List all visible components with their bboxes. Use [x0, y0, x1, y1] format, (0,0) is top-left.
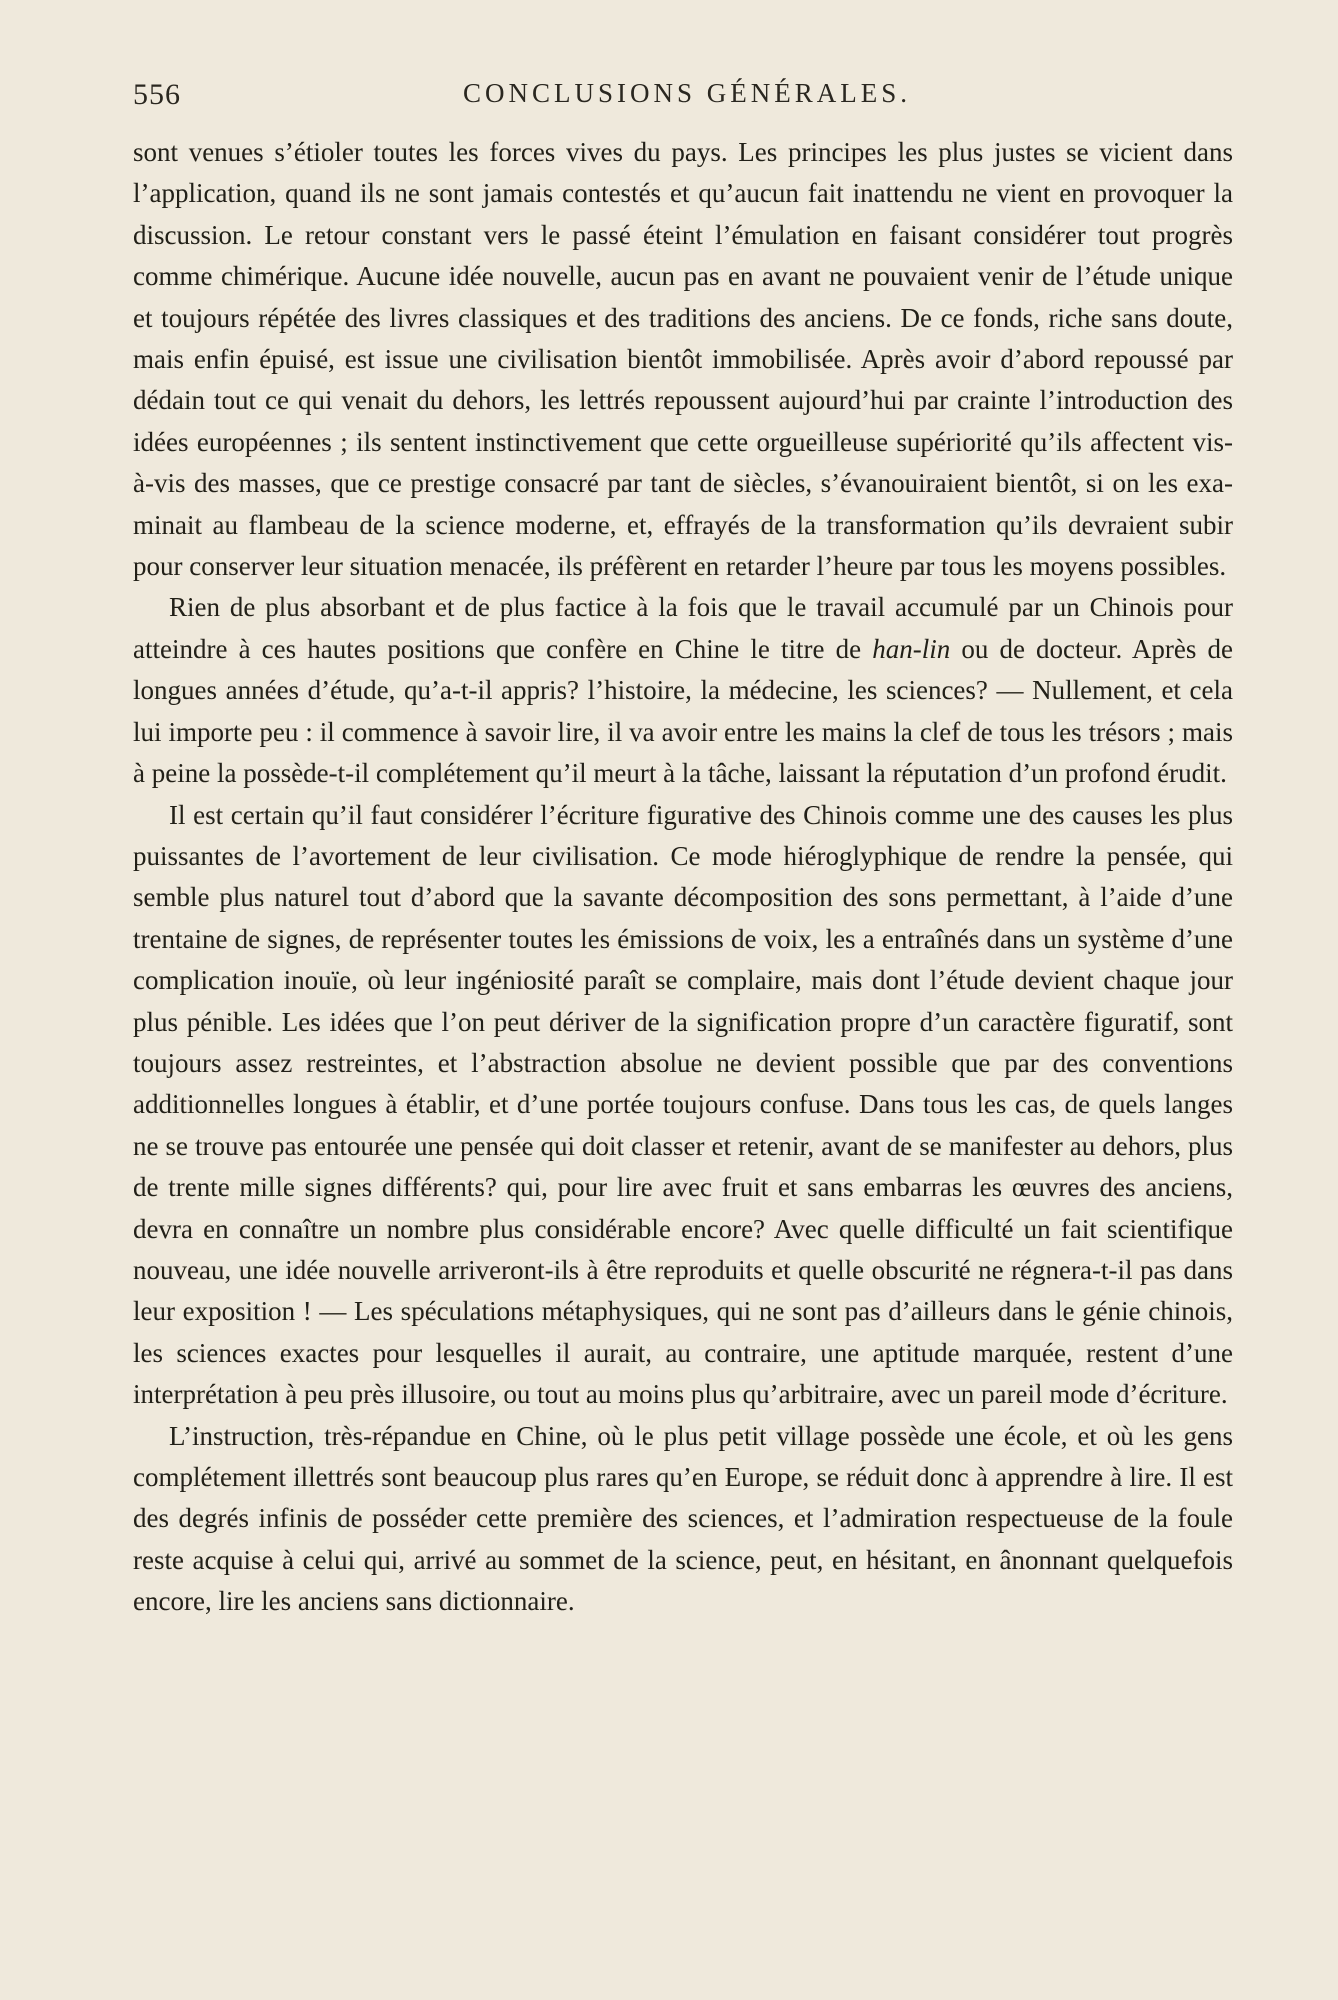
paragraph-3: Il est certain qu’il faut considérer l’écriture figurative des Chinois comme une des causes les plus puissantes de l’avortement de leur civilisation. Ce mode hiéroglyphique de rendre la pensée, qui semble plus naturel tout d’abord que la savante décomposition des sons permettant, à l’aide d’une trentaine de signes, de représenter toutes les émissions de voix, les a entraînés dans un système d’une complication inouïe, où leur ingéniosité paraît se complaire, mais dont l’étude devient chaque jour plus pénible. Les idées que l’on peut dériver de la signification propre d’un caractère figuratif, sont toujours assez restreintes, et l’abstraction absolue ne devient possible que par des conventions additionnelles longues à établir, et d’une portée toujours confuse. Dans tous les cas, de quels langes ne se trouve pas entourée une pensée qui doit classer et retenir, avant de se manifester au dehors, plus de trente mille signes différents? qui, pour lire avec fruit et sans embarras les œuvres des anciens, devra en connaître un nombre plus considérable encore? Avec quelle difficulté un fait scientifique nouveau, une idée nouvelle arriveront-ils à être reproduits et quelle obscurité ne régnera-t-il pas dans leur exposition ! — Les spéculations métaphysiques, qui ne sont pas d’ailleurs dans le génie chinois, les sciences exactes pour lesquelles il aurait, au contraire, une aptitude marquée, restent d’une interprétation à peu près illusoire, ou tout au moins plus qu’arbitraire, avec un pareil mode d’écriture. — [133, 799, 1233, 1410]
running-title: CONCLUSIONS GÉNÉRALES. — [463, 78, 912, 108]
paragraph-2-italic-term: han-lin — [872, 633, 951, 664]
paragraph-2-before: Rien de plus absorbant et de plus factice à la fois que le travail accumulé par un Chinois pour atteindre à ces hautes positions que confère en Chine le titre de — [133, 592, 1233, 664]
body-text — [133, 132, 1233, 1623]
paragraph-1: sont venues s’étioler toutes les forces vives du pays. Les principes les plus justes se vicient dans l’application, quand ils ne sont jamais contestés et qu’aucun fait inattendu ne vient en provoquer la discussion. Le retour constant vers le passé éteint l’émulation en faisant considérer tout progrès comme chimérique. Aucune idée nouvelle, aucun pas en avant ne pouvaient venir de l’étude unique et toujours répétée des livres classiques et des traditions des anciens. De ce fonds, riche sans doute, mais enfin épuisé, est issue une civilisation bientôt immobilisée. Après avoir d’abord repoussé par dédain tout ce qui venait du dehors, les lettrés repoussent aujourd’hui par crainte l’introduction des idées européennes ; ils sentent instinctivement que cette orgueilleuse supériorité qu’ils affectent vis-à-vis des masses, que ce prestige consacré par tant de siècles, s’évanouiraient bientôt, si on les examinait au flambeau de la science moderne, et, effrayés de la transformation qu’ils devraient subir pour conserver leur situation menacée, ils préfèrent en retarder l’heure par tous les moyens possibles. — [133, 137, 1233, 582]
page-header — [133, 78, 1233, 118]
paragraph-2-after: ou de docteur. Après de longues années d’étude, qu’a-t-il appris? l’histoire, la médecine, les sciences? — Nullement, et cela lui importe peu : il commence à savoir lire, il va avoir entre les mains la clef de tous les trésors ; mais à peine la possède-t-il complétement qu’il meurt à la tâche, laissant la réputation d’un profond érudit. — [133, 633, 1233, 789]
paragraph-4: L’instruction, très-répandue en Chine, où le plus petit village possède une école, et où les gens complétement illettrés sont beaucoup plus rares qu’en Europe, se réduit donc à apprendre à lire. Il est des degrés infinis de posséder cette première des sciences, et l’admiration respectueuse de la foule reste acquise à celui qui, arrivé au sommet de la science, peut, en hésitant, en ânonnant quelquefois encore, lire les anciens sans dictionnaire. — [133, 1420, 1233, 1617]
page-number: 556 — [133, 78, 181, 111]
paragraph-2 — [133, 587, 1233, 794]
